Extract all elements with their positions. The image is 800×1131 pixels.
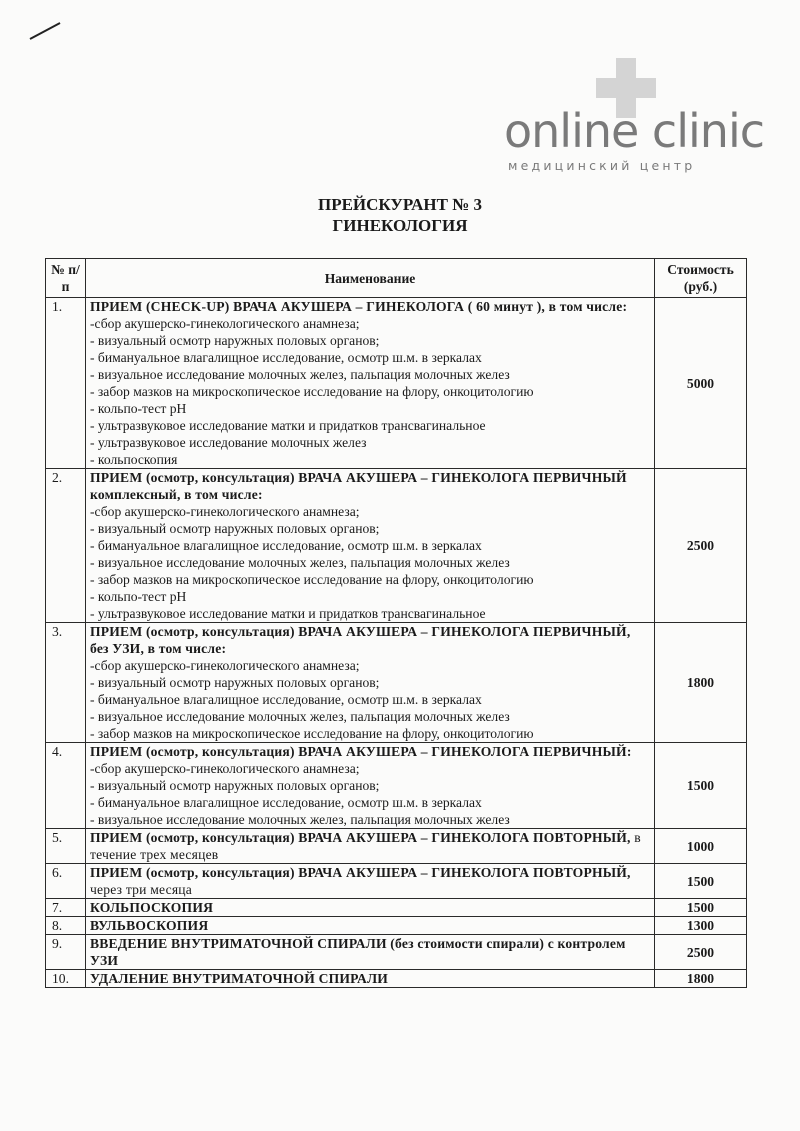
table-row [46,743,747,829]
service-price: 1000 [655,829,747,864]
document-subtitle: ГИНЕКОЛОГИЯ [332,216,468,235]
row-number: 4. [46,743,86,829]
service-price: 2500 [655,935,747,970]
service-price: 1500 [655,864,747,899]
service-title [90,743,650,760]
service-included-item: - ультразвуковое исследование матки и придатков трансвагинальное [90,606,486,621]
service-price: 1500 [655,743,747,829]
service-included-item: - кольпо-тест рН [90,589,187,604]
service-included-item: - забор мазков на микроскопическое исследование на флору, онкоцитологию [90,726,534,741]
service-title-text: ПРИЕМ (осмотр, консультация) ВРАЧА АКУШЕРА – ГИНЕКОЛОГА ПОВТОРНЫЙ, [90,830,631,845]
service-included-item: - бимануальное влагалищное исследование, осмотр ш.м. в зеркалах [90,538,482,553]
service-title-text: ВВЕДЕНИЕ ВНУТРИМАТОЧНОЙ СПИРАЛИ (без стоимости спирали) с контролем УЗИ [90,936,626,968]
table-row [46,864,747,899]
row-number: 8. [46,917,86,935]
price-table [45,258,747,988]
service-included-item: -сбор акушерско-гинекологического анамнеза; [90,761,360,776]
service-included-item: - визуальное исследование молочных желез, пальпация молочных желез [90,709,510,724]
service-included-item: - визуальное исследование молочных желез, пальпация молочных желез [90,367,510,382]
service-included-item: - забор мазков на микроскопическое исследование на флору, онкоцитологию [90,572,534,587]
service-title-note: через три месяца [90,882,192,897]
service-description [86,743,655,829]
service-title [90,970,650,987]
service-included-item: - визуальный осмотр наружных половых органов; [90,333,380,348]
service-title-text: ПРИЕМ (осмотр, консультация) ВРАЧА АКУШЕРА – ГИНЕКОЛОГА ПОВТОРНЫЙ, [90,865,631,880]
service-included-item: - кольпо-тест рН [90,401,187,416]
table-row [46,298,747,469]
table-row [46,469,747,623]
service-description [86,829,655,864]
service-title [90,917,650,934]
service-included-item: -сбор акушерско-гинекологического анамнеза; [90,316,360,331]
service-description [86,864,655,899]
service-included-item: - ультразвуковое исследование молочных желез [90,435,367,450]
service-title [90,469,650,503]
header-price: Стоимость (руб.) [655,259,747,298]
table-row [46,970,747,988]
row-number: 5. [46,829,86,864]
service-title [90,899,650,916]
row-number: 1. [46,298,86,469]
service-price: 1800 [655,970,747,988]
row-number: 6. [46,864,86,899]
header-number: № п/п [46,259,86,298]
service-title [90,623,650,657]
service-included-item: - бимануальное влагалищное исследование, осмотр ш.м. в зеркалах [90,350,482,365]
document-title: ПРЕЙСКУРАНТ № 3 [317,195,483,214]
service-description [86,469,655,623]
table-row [46,917,747,935]
service-included-item: - визуальный осмотр наружных половых органов; [90,521,380,536]
service-title [90,864,650,898]
logo-name: online clinic [504,104,765,158]
row-number: 7. [46,899,86,917]
logo-subtitle: медицинский центр [508,158,696,173]
service-title-note: в течение трех месяцев [90,830,641,862]
service-included-item: -сбор акушерско-гинекологического анамнеза; [90,658,360,673]
service-price: 5000 [655,298,747,469]
service-included-item: - кольпоскопия [90,452,178,467]
service-title-text: УДАЛЕНИЕ ВНУТРИМАТОЧНОЙ СПИРАЛИ [90,971,389,986]
row-number: 9. [46,935,86,970]
service-title-text: КОЛЬПОСКОПИЯ [90,900,214,915]
table-header-row [46,259,747,298]
clinic-logo [500,58,765,178]
service-price: 2500 [655,469,747,623]
service-description [86,623,655,743]
row-number: 3. [46,623,86,743]
pen-mark [30,22,61,40]
service-description [86,899,655,917]
service-included-item: - визуальный осмотр наружных половых органов; [90,778,380,793]
service-included-item: - визуальное исследование молочных желез, пальпация молочных желез [90,812,510,827]
service-title-text: ПРИЕМ (осмотр, консультация) ВРАЧА АКУШЕРА – ГИНЕКОЛОГА ПЕРВИЧНЫЙ комплексный, в том числе: [90,470,627,502]
table-row [46,899,747,917]
service-included-item: - ультразвуковое исследование матки и придатков трансвагинальное [90,418,486,433]
service-title-text: ПРИЕМ (осмотр, консультация) ВРАЧА АКУШЕРА – ГИНЕКОЛОГА ПЕРВИЧНЫЙ, без УЗИ, в том числе: [90,624,631,656]
table-row [46,623,747,743]
service-included-item: - забор мазков на микроскопическое исследование на флору, онкоцитологию [90,384,534,399]
service-included-item: - визуальный осмотр наружных половых органов; [90,675,380,690]
service-title-text: ПРИЕМ (CHECK-UP) ВРАЧА АКУШЕРА – ГИНЕКОЛОГА ( 60 минут ), в том числе: [90,299,628,314]
row-number: 2. [46,469,86,623]
service-title [90,298,650,315]
service-price: 1500 [655,899,747,917]
service-description [86,970,655,988]
service-title-text: ПРИЕМ (осмотр, консультация) ВРАЧА АКУШЕРА – ГИНЕКОЛОГА ПЕРВИЧНЫЙ: [90,744,632,759]
service-included-item: - бимануальное влагалищное исследование, осмотр ш.м. в зеркалах [90,692,482,707]
service-description [86,935,655,970]
service-description [86,917,655,935]
service-included-item: - бимануальное влагалищное исследование, осмотр ш.м. в зеркалах [90,795,482,810]
service-title-text: ВУЛЬВОСКОПИЯ [90,918,209,933]
service-description [86,298,655,469]
service-title [90,935,650,969]
service-price: 1800 [655,623,747,743]
service-included-item: - визуальное исследование молочных желез, пальпация молочных желез [90,555,510,570]
service-title [90,829,650,863]
table-row [46,935,747,970]
service-price: 1300 [655,917,747,935]
service-included-item: -сбор акушерско-гинекологического анамнеза; [90,504,360,519]
table-row [46,829,747,864]
row-number: 10. [46,970,86,988]
header-name: Наименование [86,259,655,298]
